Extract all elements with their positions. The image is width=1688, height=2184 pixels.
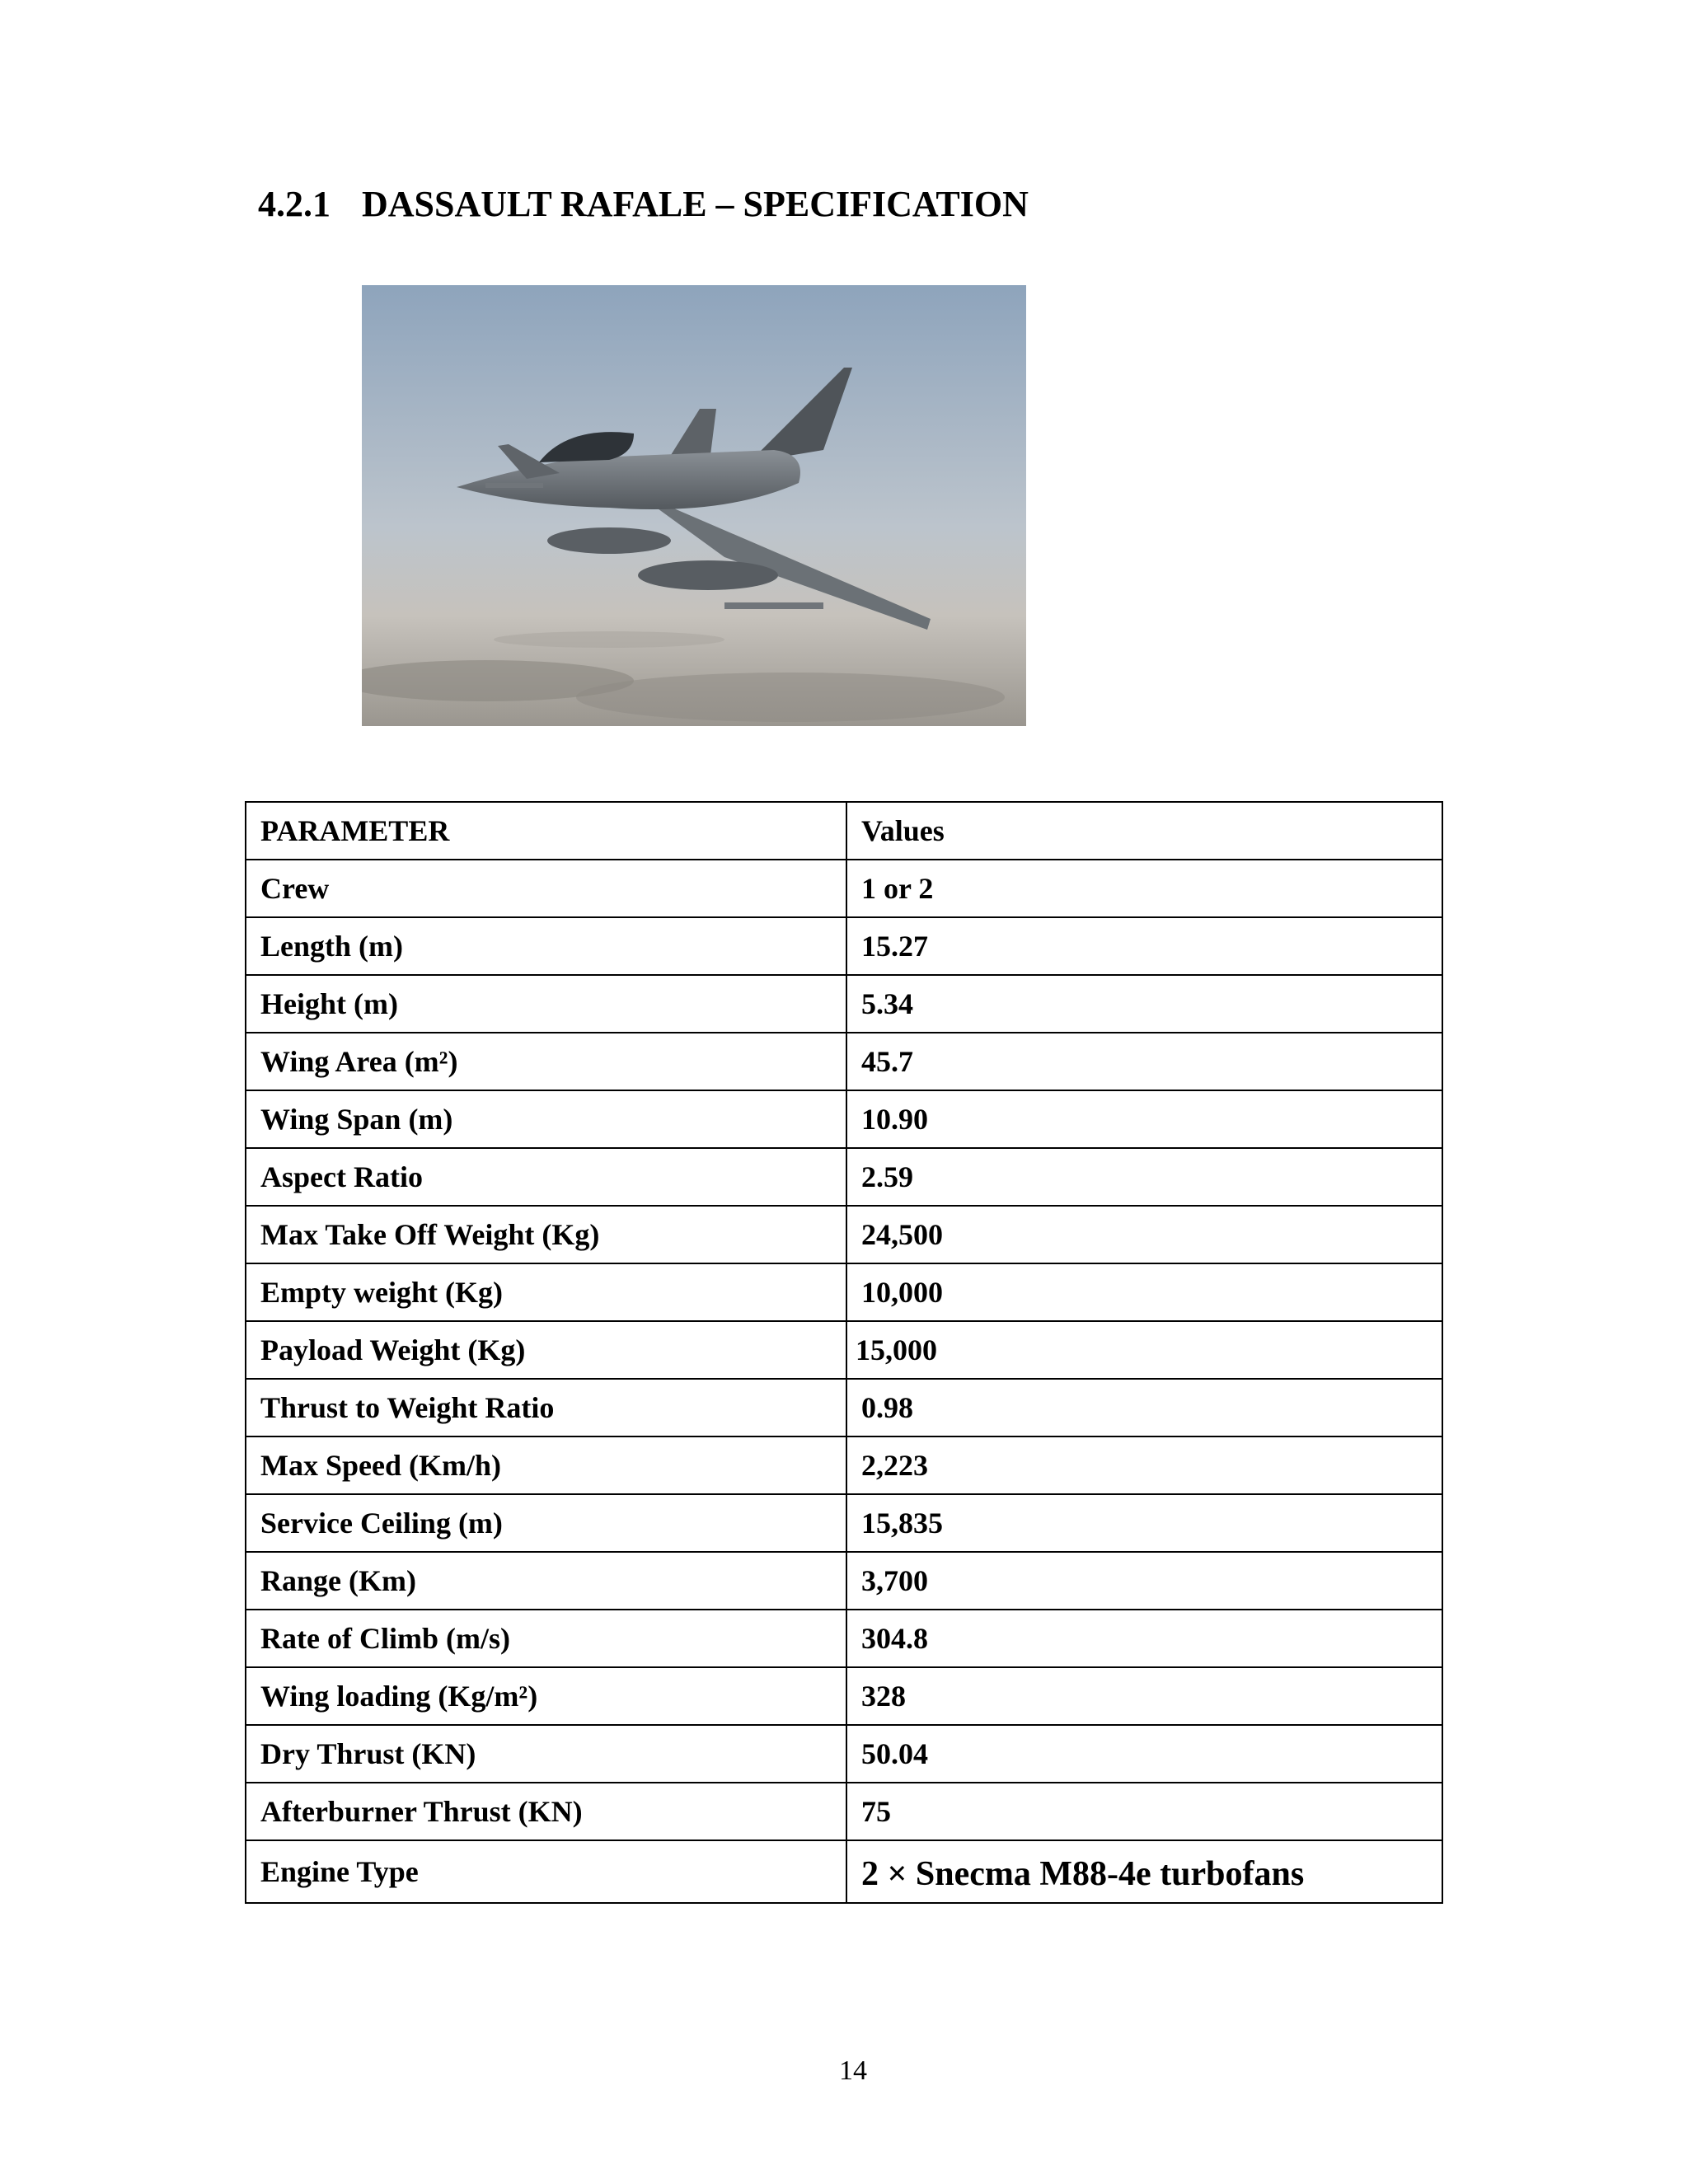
value-cell: 2 × Snecma M88-4e turbofans [846,1840,1442,1903]
value-cell: 1 or 2 [846,860,1442,917]
parameter-cell: Empty weight (Kg) [246,1263,846,1321]
parameter-cell: Aspect Ratio [246,1148,846,1206]
value-cell: 2.59 [846,1148,1442,1206]
value-cell: 50.04 [846,1725,1442,1783]
value-cell: 75 [846,1783,1442,1840]
table-row [246,1783,1442,1840]
table-row [246,1610,1442,1667]
parameter-cell: Wing loading (Kg/m²) [246,1667,846,1725]
table-row [246,1436,1442,1494]
specification-table [245,801,1443,1904]
header-parameter: PARAMETER [246,802,846,860]
table-header-row [246,802,1442,860]
table-row [246,1840,1442,1903]
parameter-cell: Wing Span (m) [246,1090,846,1148]
value-cell: 328 [846,1667,1442,1725]
rafale-photo [362,285,1026,726]
table-row [246,1090,1442,1148]
table-row [246,1667,1442,1725]
page-number: 14 [839,2055,867,2086]
section-title: DASSAULT RAFALE – SPECIFICATION [362,184,1029,224]
parameter-cell: Length (m) [246,917,846,975]
table-row [246,1552,1442,1610]
header-values: Values [846,802,1442,860]
value-cell: 10,000 [846,1263,1442,1321]
table-row [246,1148,1442,1206]
value-cell: 15,000 [846,1321,1442,1379]
table-row [246,1321,1442,1379]
table-row [246,975,1442,1033]
table-row [246,1725,1442,1783]
table-row [246,1494,1442,1552]
parameter-cell: Payload Weight (Kg) [246,1321,846,1379]
parameter-cell: Max Speed (Km/h) [246,1436,846,1494]
parameter-cell: Max Take Off Weight (Kg) [246,1206,846,1263]
value-cell: 304.8 [846,1610,1442,1667]
value-cell: 45.7 [846,1033,1442,1090]
value-cell: 10.90 [846,1090,1442,1148]
parameter-cell: Dry Thrust (KN) [246,1725,846,1783]
table-row [246,1263,1442,1321]
section-number: 4.2.1 [258,184,331,224]
parameter-cell: Range (Km) [246,1552,846,1610]
value-cell: 3,700 [846,1552,1442,1610]
value-cell: 24,500 [846,1206,1442,1263]
parameter-cell: Thrust to Weight Ratio [246,1379,846,1436]
parameter-cell: Service Ceiling (m) [246,1494,846,1552]
value-cell: 2,223 [846,1436,1442,1494]
parameter-cell: Engine Type [246,1840,846,1903]
parameter-cell: Height (m) [246,975,846,1033]
table-row [246,1033,1442,1090]
table-row [246,917,1442,975]
parameter-cell: Rate of Climb (m/s) [246,1610,846,1667]
parameter-cell: Afterburner Thrust (KN) [246,1783,846,1840]
table-row [246,860,1442,917]
section-heading [258,183,1029,225]
parameter-cell: Crew [246,860,846,917]
table-row [246,1379,1442,1436]
table-row [246,1206,1442,1263]
value-cell: 15.27 [846,917,1442,975]
value-cell: 5.34 [846,975,1442,1033]
parameter-cell: Wing Area (m²) [246,1033,846,1090]
value-cell: 0.98 [846,1379,1442,1436]
value-cell: 15,835 [846,1494,1442,1552]
